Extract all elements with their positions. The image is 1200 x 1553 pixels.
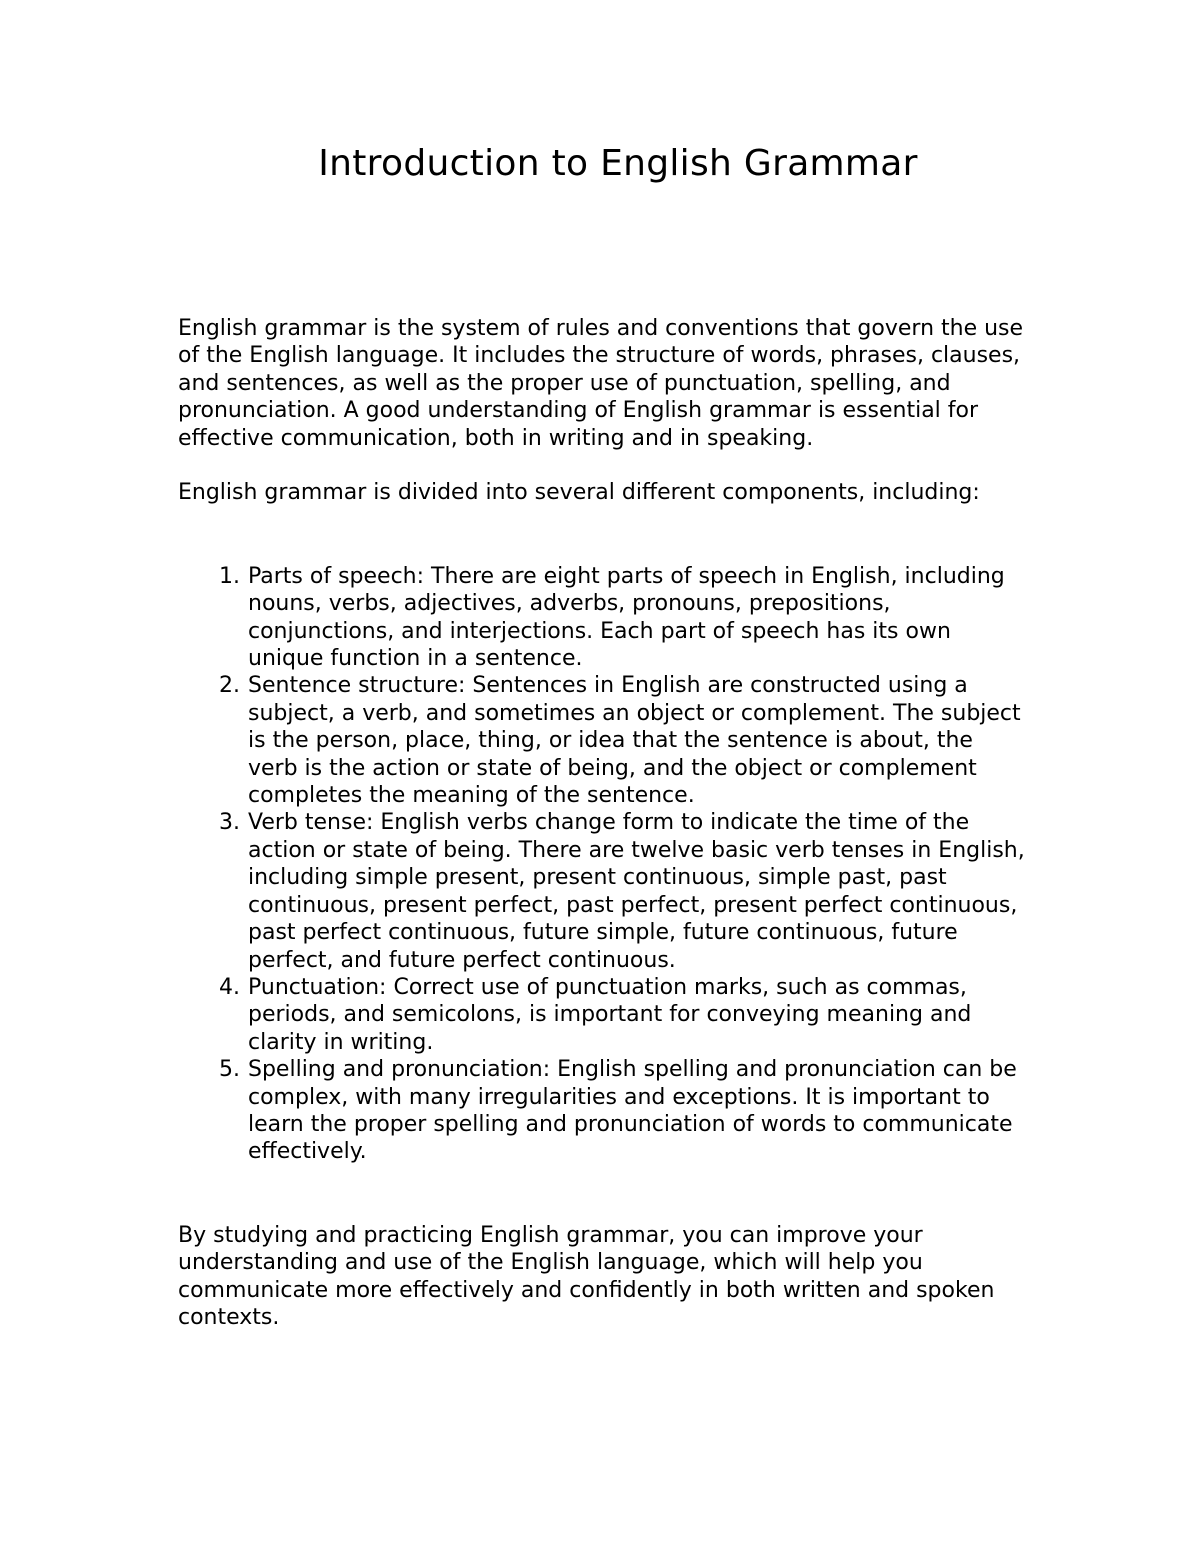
list-item-number: 3. [219, 810, 240, 836]
closing-paragraph: By studying and practicing English grammar, you can improve your understanding and use of the English language, which will help you communicate more effectively and confidently in both written and spoken contexts. [178, 1222, 995, 1330]
components-intro-paragraph: English grammar is divided into several different components, including: [178, 480, 980, 506]
paragraph-spacer [178, 1166, 1028, 1222]
list-item-text: Spelling and pronunciation: English spelling and pronunciation can be complex, with many irregularities and exceptions. It is important to learn the proper spelling and pronunciation of words to communicate effectively. [248, 1057, 1017, 1165]
list-item-text: Sentence structure: Sentences in English are constructed using a subject, a verb, and sometimes an object or complement. The subject is the person, place, thing, or idea that the sentence is about, the verb is the action or state of being, and the object or complement completes the meaning of the sentence. [248, 673, 1021, 809]
list-item-number: 4. [219, 974, 240, 1000]
list-item [178, 1056, 1028, 1166]
list-item [178, 563, 1028, 673]
page-title: Introduction to English Grammar [318, 143, 918, 184]
list-item-text: Verb tense: English verbs change form to indicate the time of the action or state of being. There are twelve basic verb tenses in English, including simple present, present continuous, simple past, past continuous, present perfect, past perfect, present perfect continuous, past perfect continuous, future simple, future continuous, future perfect, and future perfect continuous. [248, 810, 1025, 973]
list-item-text: Punctuation: Correct use of punctuation marks, such as commas, periods, and semicolons, is important for conveying meaning and clarity in writing. [248, 974, 972, 1055]
list-item [178, 974, 1028, 1056]
paragraph-spacer [178, 452, 1028, 479]
list-item-text: Parts of speech: There are eight parts of speech in English, including nouns, verbs, adjectives, adverbs, pronouns, prepositions, conjunctions, and interjections. Each part of speech has its own unique function in a sentence. [248, 563, 1005, 672]
list-item-number: 5. [219, 1057, 240, 1083]
document-body [178, 315, 1028, 1331]
intro-paragraph: English grammar is the system of rules and conventions that govern the use of the English language. It includes the structure of words, phrases, clauses, and sentences, as well as the proper use of punctuation, spelling, and pronunciation. A good understanding of English grammar is essential for effective communication, both in writing and in speaking. [178, 316, 1024, 451]
list-item-number: 2. [219, 673, 240, 699]
list-item [178, 809, 1028, 973]
list-item-number: 1. [219, 563, 240, 589]
list-item [178, 672, 1028, 809]
components-list [178, 563, 1028, 1166]
paragraph-spacer [178, 507, 1028, 563]
